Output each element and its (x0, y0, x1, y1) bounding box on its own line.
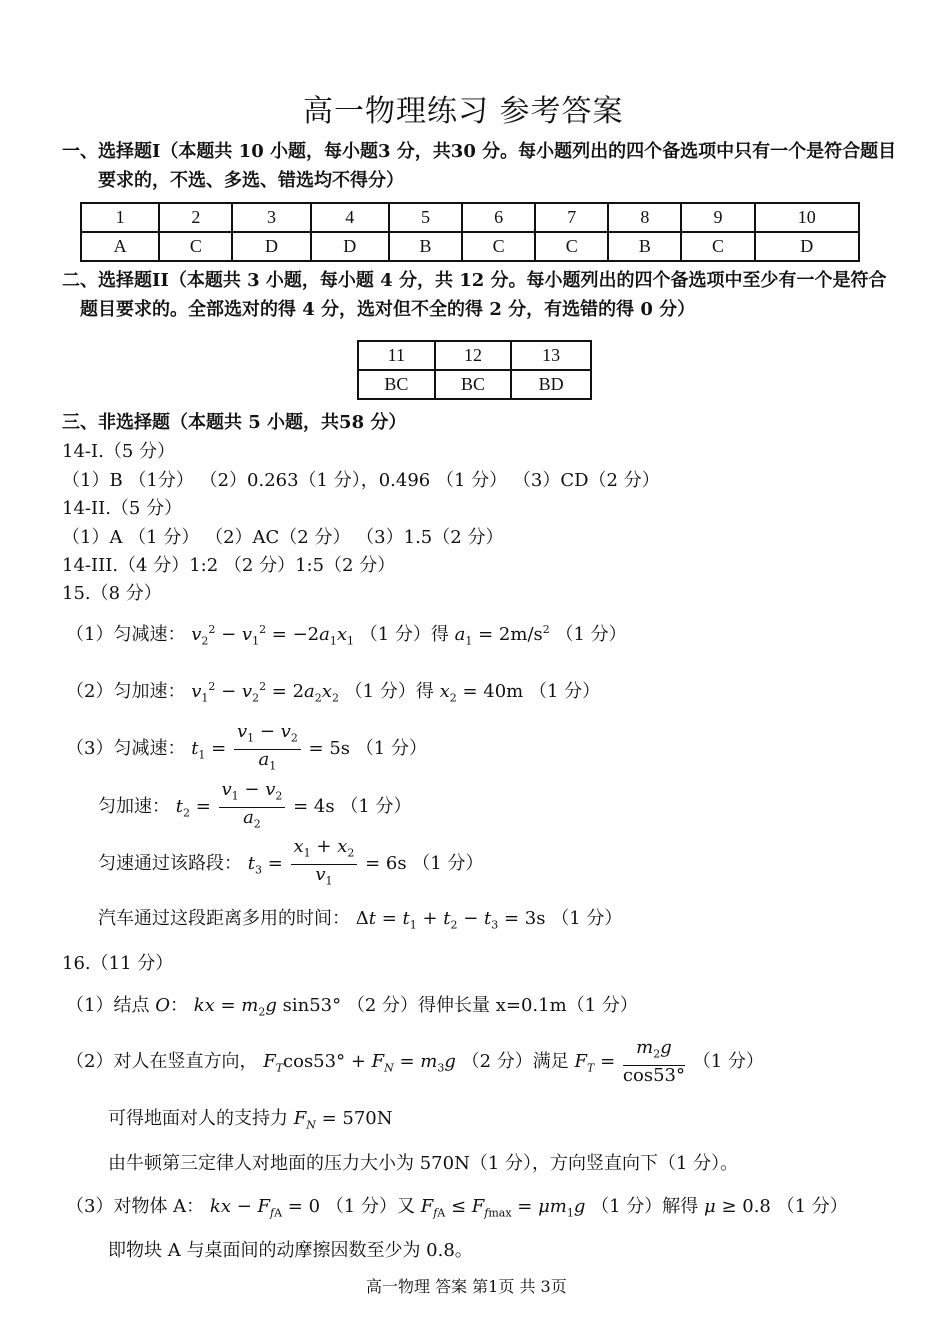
q16-part3-points: （1 分）又 (325, 1196, 415, 1217)
table-cell: 9 (681, 203, 754, 232)
q15-part3c (98, 837, 483, 891)
table-row-numbers (358, 341, 591, 370)
q16-part1 (66, 991, 638, 1019)
q16-heading: 16.（11 分） (62, 953, 174, 974)
q15-part3b (98, 780, 412, 834)
q15-part1 (66, 620, 627, 648)
q15-part1-points: （1 分）得 (359, 624, 449, 645)
q14-3-answer: 14-III.（4 分）1:2 （2 分）1:5（2 分） (62, 555, 396, 576)
q16-part1-points: （2 分）得伸长量 x=0.1m（1 分） (346, 995, 638, 1016)
q15-part3b-label: 匀加速： (98, 796, 170, 818)
formula-q16-3a: kx − $F_{fA} = 0$ (209, 1196, 321, 1220)
q15-part3-points: （1 分） (355, 738, 427, 760)
section2-heading-line1: 二、选择题II（本题共 3 小题，每小题 4 分，共 12 分。每小题列出的四个备选项中至少有一个是符合 (62, 270, 887, 291)
table-cell: 7 (535, 203, 608, 232)
table-cell: C (462, 232, 535, 261)
q15-part2 (66, 677, 600, 705)
formula-q15-2: $v_1^2 - v_2^2 = 2a_2x_2$ (191, 680, 339, 705)
q16-part1-label: （1）结点 (66, 995, 150, 1016)
section1-heading-line1: 一、选择题I（本题共 10 小题，每小题3 分，共30 分。每小题列出的四个备选项中只有一个是符合题目 (62, 141, 897, 162)
q16-part3-points2: （1 分）解得 (591, 1196, 699, 1217)
table-cell: BD (511, 370, 591, 399)
q16-part2-points2: （1 分） (692, 1050, 764, 1072)
q15-part2-label: （2）匀加速： (66, 681, 186, 702)
formula-q16-3b: $F_{fA} \le F_{fmax} = \mu m_1g$ (420, 1196, 586, 1220)
q16-part3b: 即物块 A 与桌面间的动摩擦因数至少为 0.8。 (108, 1240, 473, 1261)
q16-part2 (66, 1038, 764, 1086)
q16-part3 (66, 1192, 848, 1220)
table-cell: B (389, 232, 462, 261)
q16-part3-points3: （1 分） (776, 1196, 848, 1217)
table-cell: 11 (358, 341, 435, 370)
table-cell: C (535, 232, 608, 261)
q16-part2-points: （2 分）满足 (461, 1050, 569, 1072)
section1-heading-line2: 要求的，不选、多选、错选均不得分） (98, 170, 404, 191)
q16-part2b-label: 可得地面对人的支持力 (108, 1108, 288, 1129)
table-cell: 6 (462, 203, 535, 232)
formula-ft: $F_T$ = $\frac{m_2g}{\cos 53^\circ}$ (574, 1037, 685, 1086)
table-cell: A (81, 232, 159, 261)
formula-t2: $t_2$ = $\frac{v_1 - v_2}{a_2}$ = 4s (175, 779, 335, 831)
q15-part3d (98, 904, 622, 932)
section3-heading: 三、非选择题（本题共 5 小题，共58 分） (62, 412, 407, 433)
formula-a1: $a_1 = 2m/s^2$ (454, 623, 550, 648)
q15-part3d-label: 汽车通过这段距离多用的时间： (98, 908, 350, 929)
section2-heading-line2: 题目要求的。全部选对的得 4 分，选对但不全的得 2 分，有选错的得 0 分） (80, 299, 696, 320)
q15-part2-points: （1 分）得 (344, 681, 434, 702)
q15-part3-label: （3）匀减速： (66, 738, 186, 760)
table-cell: 3 (232, 203, 310, 232)
formula-q16-2: $F_T\cos 53^\circ + F_N = m_3g$ (263, 1050, 456, 1075)
answer-table-1 (80, 202, 860, 262)
table-cell: 13 (511, 341, 591, 370)
table-cell: D (232, 232, 310, 261)
table-cell: 12 (435, 341, 512, 370)
formula-t3: $t_3$ = $\frac{x_1 + x_2}{v_1}$ = 6s (247, 836, 407, 888)
q14-2-heading: 14-II.（5 分） (62, 498, 183, 519)
table-cell: 10 (755, 203, 859, 232)
page-title: 高一物理练习 参考答案 (303, 94, 624, 129)
table-row-answers (81, 232, 859, 261)
table-cell: 2 (159, 203, 232, 232)
q15-part2-points2: （1 分） (528, 681, 601, 702)
q15-part3c-label: 匀速通过该路段： (98, 853, 242, 875)
q16-part3-label: （3）对物体 A： (66, 1196, 205, 1217)
formula-q16-1: O： kx = $m_2g$ sin53° (155, 995, 342, 1019)
table-cell: BC (435, 370, 512, 399)
q15-part3b-points: （1 分） (340, 796, 412, 818)
table-cell: 4 (311, 203, 389, 232)
q16-part2c: 由牛顿第三定律人对地面的压力大小为 570N（1 分），方向竖直向下（1 分）。 (108, 1153, 739, 1174)
q15-part1-label: （1）匀减速： (66, 624, 186, 645)
q15-part3 (66, 722, 427, 776)
q16-part2b (108, 1104, 393, 1132)
q14-1-answer: （1）B （1分） （2）0.263（1 分），0.496 （1 分） （3）CD（2 分） (62, 470, 660, 491)
table-row-answers (358, 370, 591, 399)
formula-fn: $F_N = 570N$ (293, 1108, 393, 1132)
table-cell: 8 (608, 203, 681, 232)
formula-q15-1: $v_2^2 - v_1^2 = -2a_1x_1$ (191, 623, 355, 648)
table-cell: D (311, 232, 389, 261)
q15-part3d-points: （1 分） (551, 908, 623, 929)
q15-heading: 15.（8 分） (62, 583, 162, 604)
table-cell: B (608, 232, 681, 261)
q14-1-heading: 14-I.（5 分） (62, 441, 175, 462)
q15-part1-points2: （1 分） (555, 624, 627, 645)
formula-x2: $x_2 = 40m$ (439, 681, 524, 705)
answer-table-2 (357, 340, 592, 400)
table-cell: 5 (389, 203, 462, 232)
table-cell: D (755, 232, 859, 261)
formula-delta-t: $\Delta t = t_1 + t_2 - t_3 = 3s$ (355, 908, 546, 932)
q14-2-answer: （1）A （1 分） （2）AC（2 分） （3）1.5（2 分） (62, 527, 504, 548)
table-cell: 1 (81, 203, 159, 232)
q15-part3c-points: （1 分） (412, 853, 484, 875)
page-footer: 高一物理 答案 第1页 共 3页 (366, 1277, 567, 1296)
table-row-numbers (81, 203, 859, 232)
table-cell: C (159, 232, 232, 261)
q16-part2-label: （2）对人在竖直方向， (66, 1050, 258, 1072)
formula-t1: $t_1$ = $\frac{v_1 - v_2}{a_1}$ = 5s (191, 721, 351, 773)
table-cell: C (681, 232, 754, 261)
formula-mu: μ ≥ 0.8 (704, 1196, 771, 1217)
table-cell: BC (358, 370, 435, 399)
